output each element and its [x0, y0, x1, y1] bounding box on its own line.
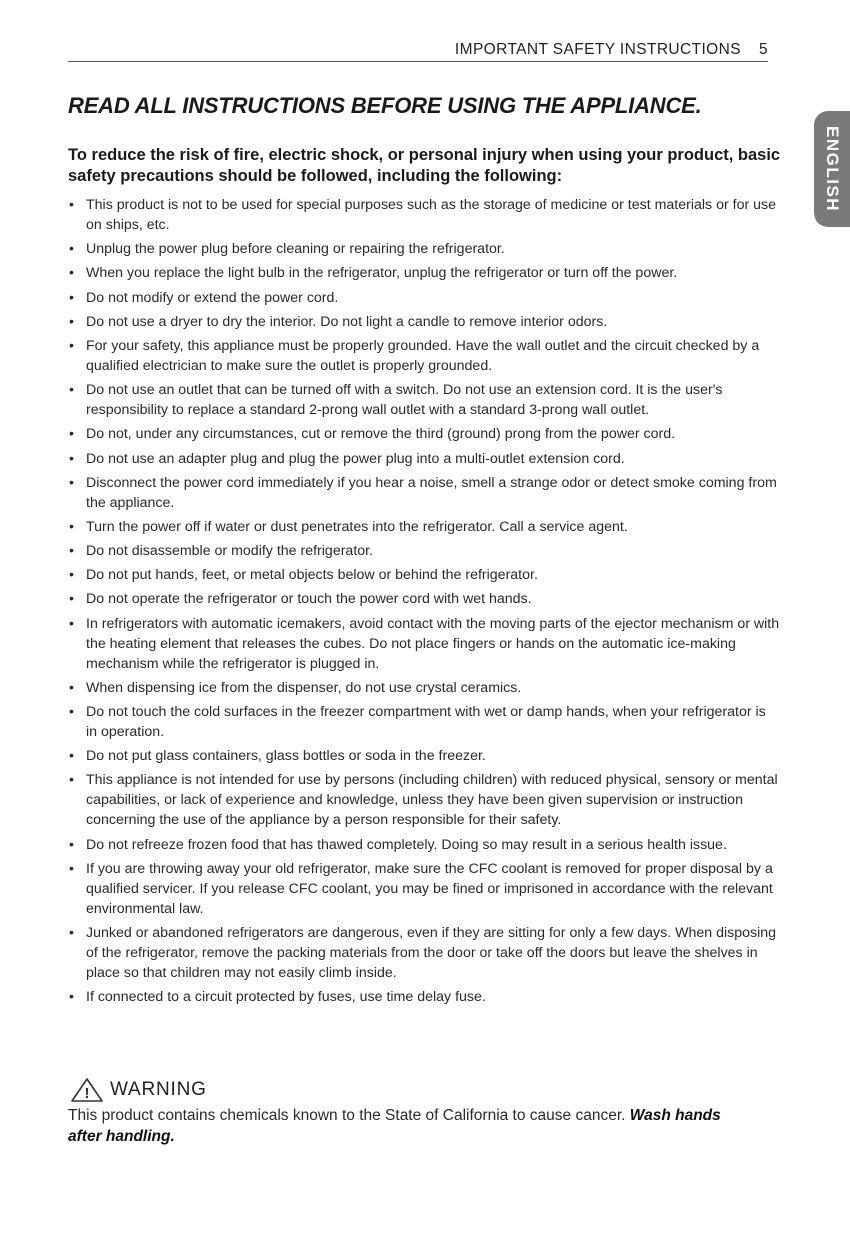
- list-item: • Do not refreeze frozen food that has thawed completely. Doing so may result in a serious health issue.: [68, 835, 780, 855]
- list-item: • Junked or abandoned refrigerators are dangerous, even if they are sitting for only a few days. When disposing of the refrigerator, remove the packing materials from the door or take off the doors but leave the shelves in place so that children may not easily climb inside.: [68, 923, 780, 983]
- list-item: • Do not use an adapter plug and plug the power plug into a multi-outlet extension cord.: [68, 449, 780, 469]
- list-item: • When dispensing ice from the dispenser, do not use crystal ceramics.: [68, 678, 780, 698]
- list-item: • Do not put glass containers, glass bottles or soda in the freezer.: [68, 746, 780, 766]
- page-number: 5: [758, 41, 768, 58]
- list-item: • Do not use an outlet that can be turned off with a switch. Do not use an extension cord. It is the user's responsibility to replace a standard 2-prong wall outlet with a standard 3-prong wall outlet.: [68, 380, 780, 420]
- list-item: • For your safety, this appliance must be properly grounded. Have the wall outlet and the circuit checked by a qualified electrician to make sure the outlet is properly grounded.: [68, 336, 780, 376]
- svg-text:!: !: [84, 1085, 90, 1102]
- list-item: • Turn the power off if water or dust penetrates into the refrigerator. Call a service agent.: [68, 517, 780, 537]
- list-item: • Unplug the power plug before cleaning or repairing the refrigerator.: [68, 239, 780, 259]
- warning-text: [68, 1105, 758, 1147]
- warning-body: This product contains chemicals known to the State of California to cause cancer.: [68, 1107, 626, 1124]
- list-item: • If connected to a circuit protected by fuses, use time delay fuse.: [68, 987, 780, 1007]
- list-item: • Do not use a dryer to dry the interior. Do not light a candle to remove interior odors.: [68, 312, 780, 332]
- safety-instructions-list: [68, 195, 780, 1011]
- list-item: • This product is not to be used for special purposes such as the storage of medicine or test materials or for use on ships, etc.: [68, 195, 780, 235]
- list-item: • Do not disassemble or modify the refrigerator.: [68, 541, 780, 561]
- warning-heading: [70, 1077, 207, 1103]
- list-item: • If you are throwing away your old refrigerator, make sure the CFC coolant is removed for proper disposal by a qualified servicer. If you release CFC coolant, you may be fined or imprisoned in accordance with the relevant environmental law.: [68, 859, 780, 919]
- list-item: • Do not put hands, feet, or metal objects below or behind the refrigerator.: [68, 565, 780, 585]
- list-item: • Do not modify or extend the power cord.: [68, 288, 780, 308]
- list-item: • In refrigerators with automatic icemakers, avoid contact with the moving parts of the ejector mechanism or with the heating element that releases the cubes. Do not place fingers or hands on the automatic ice-making mechanism while the refrigerator is plugged in.: [68, 614, 780, 674]
- warning-emphasis: Wash hands after handling.: [68, 1107, 721, 1145]
- page-header: [68, 40, 768, 62]
- warning-triangle-icon: [70, 1077, 104, 1103]
- list-item: • Disconnect the power cord immediately if you hear a noise, smell a strange odor or detect smoke coming from the appliance.: [68, 473, 780, 513]
- language-tab: [814, 111, 850, 227]
- list-item: • Do not, under any circumstances, cut or remove the third (ground) prong from the power cord.: [68, 424, 780, 444]
- page-title: READ ALL INSTRUCTIONS BEFORE USING THE APPLIANCE.: [68, 93, 702, 118]
- list-item: • Do not touch the cold surfaces in the freezer compartment with wet or damp hands, when your refrigerator is in operation.: [68, 702, 780, 742]
- intro-paragraph: To reduce the risk of fire, electric shock, or personal injury when using your product, basic safety precautions should be followed, including the following:: [68, 146, 781, 185]
- list-item: • This appliance is not intended for use by persons (including children) with reduced physical, sensory or mental capabilities, or lack of experience and knowledge, unless they have been given supervision or instruction concerning the use of the appliance by a person responsible for their safety.: [68, 770, 780, 830]
- section-title: IMPORTANT SAFETY INSTRUCTIONS: [454, 41, 741, 58]
- warning-label: WARNING: [110, 1079, 207, 1100]
- language-tab-label: ENGLISH: [823, 125, 842, 213]
- list-item: • Do not operate the refrigerator or touch the power cord with wet hands.: [68, 589, 780, 609]
- list-item: • When you replace the light bulb in the refrigerator, unplug the refrigerator or turn off the power.: [68, 263, 780, 283]
